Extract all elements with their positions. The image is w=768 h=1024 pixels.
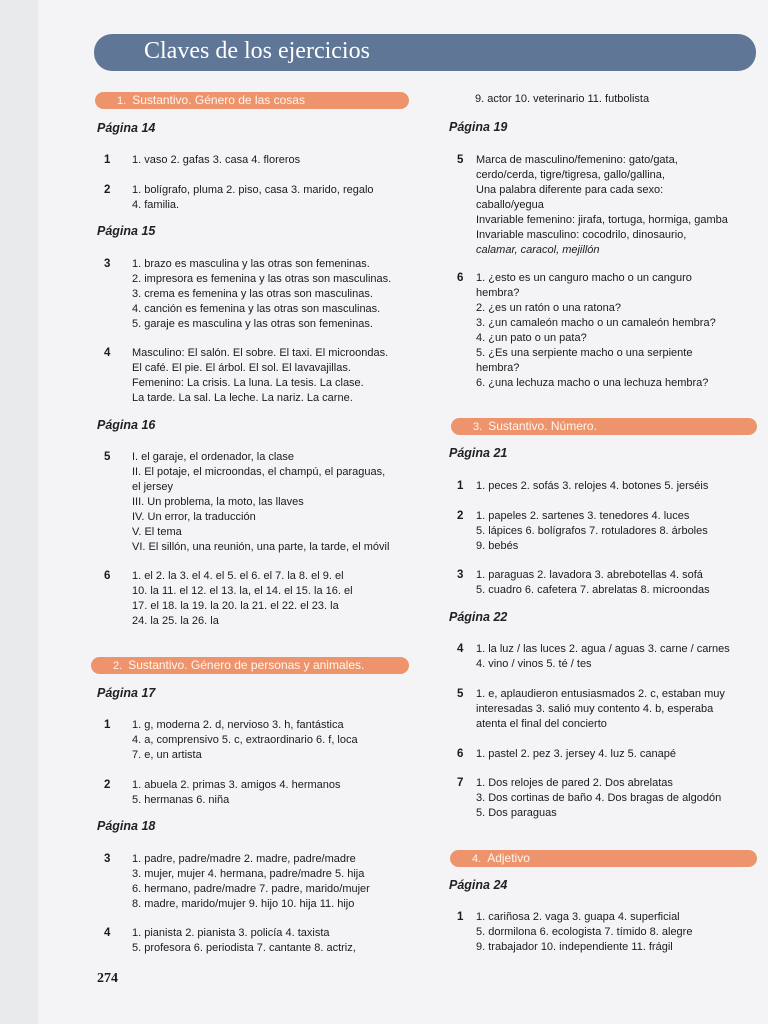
answer-line: hembra? [476, 287, 520, 299]
answer-line: 4. a, comprensivo 5. c, extraordinario 6. f, loca [132, 734, 358, 746]
answer-line: 5. lápices 6. bolígrafos 7. rotuladores 8. árboles [476, 525, 708, 537]
exercise-number: 4 [104, 927, 111, 939]
answer-line: I. el garaje, el ordenador, la clase [132, 451, 295, 463]
page-heading: Página 15 [97, 224, 156, 238]
answer-line: 6. hermano, padre/madre 7. padre, marido/mujer [132, 883, 370, 895]
answer-line: 7. e, un artista [132, 749, 202, 761]
answer-line: 1. vaso 2. gafas 3. casa 4. floreros [132, 154, 301, 166]
page-heading: Página 16 [97, 418, 156, 432]
answer-line: el jersey [132, 481, 173, 493]
answer-line: 8. madre, marido/mujer 9. hijo 10. hija 11. hijo [132, 898, 355, 910]
section-label: Sustantivo. Número. [488, 419, 597, 433]
answer-line: cerdo/cerda, tigre/tigresa, gallo/gallina, [476, 169, 665, 181]
page-title: Claves de los ejercicios [144, 38, 370, 64]
section-header-2 [91, 657, 409, 674]
answer-line: 1. papeles 2. sartenes 3. tenedores 4. luces [476, 510, 690, 522]
section-number: 4. [472, 853, 482, 865]
answer-line: caballo/yegua [476, 199, 544, 211]
exercise-number: 4 [104, 347, 111, 359]
continued-answer-line: 9. actor 10. veterinario 11. futbolista [475, 93, 650, 105]
answer-line: 5. Dos paraguas [476, 807, 557, 819]
exercise-number: 6 [457, 748, 464, 760]
exercise-number: 3 [104, 258, 111, 270]
section-label: Adjetivo [487, 851, 530, 865]
exercise-number: 2 [104, 184, 111, 196]
section-number: 2. [113, 660, 123, 672]
exercise-number: 7 [457, 777, 464, 789]
answer-line: atenta el final del concierto [476, 718, 607, 730]
answer-line: 3. mujer, mujer 4. hermana, padre/madre 5. hija [132, 868, 365, 880]
exercise-number: 1 [104, 719, 111, 731]
answer-line: 9. trabajador 10. independiente 11. frágil [476, 941, 673, 953]
exercise-number: 2 [457, 510, 464, 522]
answer-line: calamar, caracol, mejillón [476, 244, 600, 256]
answer-line: 6. ¿una lechuza macho o una lechuza hembra? [476, 377, 709, 389]
answer-line: 1. brazo es masculina y las otras son femeninas. [132, 258, 370, 270]
answer-line: 3. ¿un camaleón macho o un camaleón hembra? [476, 317, 716, 329]
section-label: Sustantivo. Género de las cosas [132, 93, 305, 107]
page-number: 274 [97, 971, 118, 986]
answer-line: 5. hermanas 6. niña [132, 794, 230, 806]
exercise-number: 5 [457, 154, 464, 166]
exercise-number: 6 [457, 272, 464, 284]
exercise-number: 1 [457, 911, 464, 923]
section-number: 3. [473, 421, 483, 433]
exercise-number: 5 [104, 451, 111, 463]
answer-line: IV. Un error, la traducción [132, 511, 256, 523]
answer-line: V. El tema [132, 526, 182, 538]
answer-line: 4. familia. [132, 199, 180, 211]
exercise-number: 4 [457, 643, 464, 655]
section-header-1 [95, 92, 409, 109]
answer-line: 1. g, moderna 2. d, nervioso 3. h, fantástica [132, 719, 344, 731]
answer-line: Invariable femenino: jirafa, tortuga, hormiga, gamba [476, 214, 728, 226]
answer-line: VI. El sillón, una reunión, una parte, la tarde, el móvil [132, 541, 390, 553]
section-label: Sustantivo. Género de personas y animales. [128, 658, 365, 672]
answer-line: La tarde. La sal. La leche. La nariz. La carne. [132, 392, 353, 404]
answer-line: 1. bolígrafo, pluma 2. piso, casa 3. marido, regalo [132, 184, 374, 196]
section-header-4 [450, 850, 757, 867]
answer-line: 4. canción es femenina y las otras son masculinas. [132, 303, 381, 315]
page-heading: Página 19 [449, 120, 508, 134]
answer-line: 3. crema es femenina y las otras son masculinas. [132, 288, 373, 300]
answer-line: 1. padre, padre/madre 2. madre, padre/madre [132, 853, 356, 865]
answer-line: 5. garaje es masculina y las otras son femeninas. [132, 318, 373, 330]
answer-line: 5. profesora 6. periodista 7. cantante 8. actriz, [132, 942, 356, 954]
answer-line: 4. vino / vinos 5. té / tes [476, 658, 592, 670]
answer-line: 1. abuela 2. primas 3. amigos 4. hermanos [132, 779, 341, 791]
exercise-number: 6 [104, 570, 111, 582]
answer-line: 1. ¿esto es un canguro macho o un canguro [476, 272, 692, 284]
answer-line: Masculino: El salón. El sobre. El taxi. El microondas. [132, 347, 389, 359]
answer-line: 1. paraguas 2. lavadora 3. abrebotellas 4. sofá [476, 569, 703, 581]
answer-line: hembra? [476, 362, 520, 374]
exercise-number: 3 [457, 569, 464, 581]
answer-line: III. Un problema, la moto, las llaves [132, 496, 304, 508]
answer-line: Marca de masculino/femenino: gato/gata, [476, 154, 678, 166]
page-heading: Página 17 [97, 686, 156, 700]
exercise-number: 2 [104, 779, 111, 791]
chapter-banner [94, 34, 756, 71]
answer-line: 1. peces 2. sofás 3. relojes 4. botones 5. jerséis [476, 480, 709, 492]
page-heading: Página 24 [449, 878, 508, 892]
page-heading: Página 22 [449, 610, 508, 624]
answer-line: 2. ¿es un ratón o una ratona? [476, 302, 621, 314]
answer-line: 1. la luz / las luces 2. agua / aguas 3. carne / carnes [476, 643, 730, 655]
page-heading: Página 14 [97, 121, 156, 135]
exercise-number: 1 [457, 480, 464, 492]
answer-line: 5. dormilona 6. ecologista 7. tímido 8. alegre [476, 926, 693, 938]
answer-line: 3. Dos cortinas de baño 4. Dos bragas de algodón [476, 792, 722, 804]
answer-line: II. El potaje, el microondas, el champú, el paraguas, [132, 466, 386, 478]
exercise-number: 5 [457, 688, 464, 700]
exercise-number: 1 [104, 154, 111, 166]
answer-line: 1. cariñosa 2. vaga 3. guapa 4. superficial [476, 911, 680, 923]
answer-line: 1. pianista 2. pianista 3. policía 4. taxista [132, 927, 330, 939]
section-number: 1. [117, 95, 127, 107]
page-heading: Página 18 [97, 819, 156, 833]
answer-line: Una palabra diferente para cada sexo: [476, 184, 664, 196]
answer-line: 24. la 25. la 26. la [132, 615, 219, 627]
answer-line: 9. bebés [476, 540, 519, 552]
page-heading: Página 21 [449, 446, 508, 460]
answer-line: 5. cuadro 6. cafetera 7. abrelatas 8. microondas [476, 584, 710, 596]
answer-line: 5. ¿Es una serpiente macho o una serpiente [476, 347, 693, 359]
answer-line: Femenino: La crisis. La luna. La tesis. La clase. [132, 377, 364, 389]
exercise-number: 3 [104, 853, 111, 865]
answer-line: 10. la 11. el 12. el 13. la, el 14. el 15. la 16. el [132, 585, 353, 597]
answer-line: 17. el 18. la 19. la 20. la 21. el 22. el 23. la [132, 600, 339, 612]
answer-line: El café. El pie. El árbol. El sol. El lavavajillas. [132, 362, 351, 374]
answer-line: 4. ¿un pato o un pata? [476, 332, 587, 344]
answer-line: 2. impresora es femenina y las otras son masculinas. [132, 273, 392, 285]
answer-line: 1. pastel 2. pez 3. jersey 4. luz 5. canapé [476, 748, 676, 760]
answer-line: interesadas 3. salió muy contento 4. b, esperaba [476, 703, 714, 715]
section-header-3 [451, 418, 757, 435]
answer-line: Invariable masculino: cocodrilo, dinosaurio, [476, 229, 687, 241]
answer-line: 1. el 2. la 3. el 4. el 5. el 6. el 7. la 8. el 9. el [132, 570, 344, 582]
answer-line: 1. e, aplaudieron entusiasmados 2. c, estaban muy [476, 688, 725, 700]
answer-line: 1. Dos relojes de pared 2. Dos abrelatas [476, 777, 673, 789]
